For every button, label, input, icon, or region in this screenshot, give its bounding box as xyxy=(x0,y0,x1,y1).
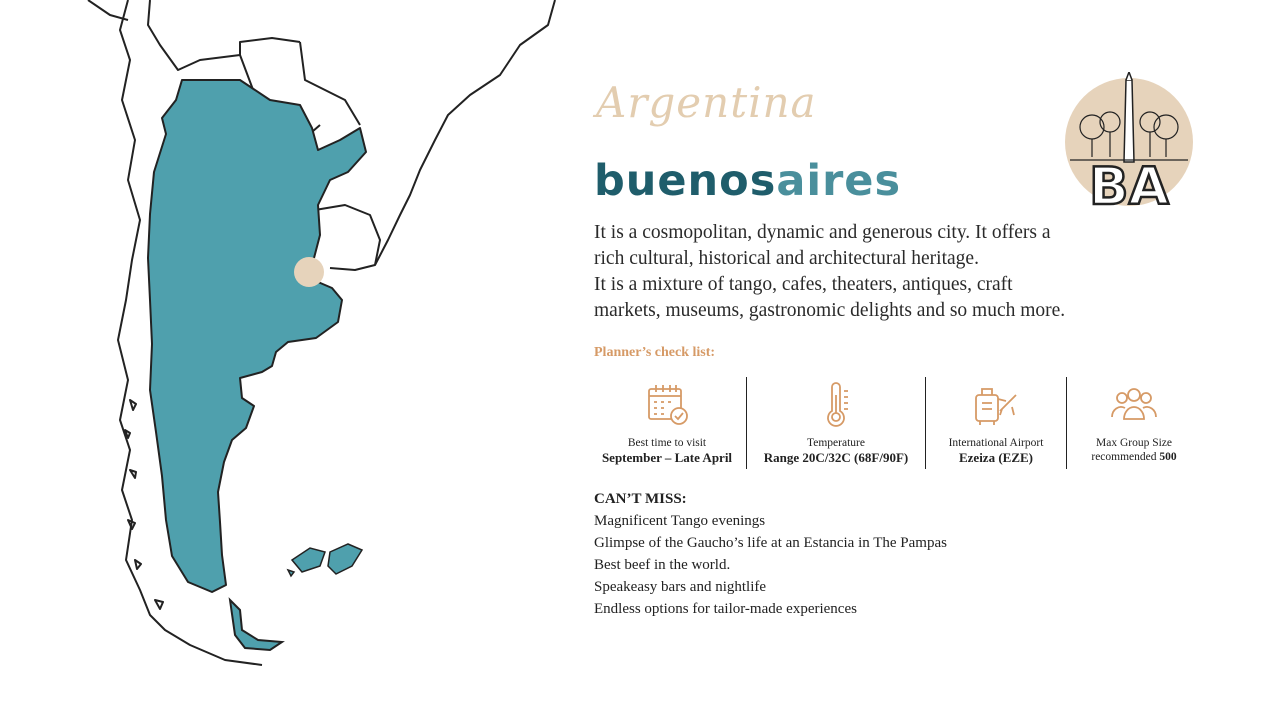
checklist-value: September – Late April xyxy=(601,450,733,465)
group-icon xyxy=(1110,381,1158,429)
description-line: markets, museums, gastronomic delights and so much more. xyxy=(594,300,1066,321)
cant-miss-item: Magnificent Tango evenings xyxy=(594,513,766,529)
airport-icon xyxy=(972,381,1020,429)
cant-miss-title: CAN’T MISS: xyxy=(594,491,687,507)
checklist-label: International Airport xyxy=(948,437,1044,449)
checklist-title: Planner’s check list: xyxy=(594,345,716,360)
logo-text: BA xyxy=(1089,157,1169,212)
checklist-item-temperature xyxy=(746,377,925,469)
thermometer-icon xyxy=(812,381,860,429)
checklist-sub-label: recommended xyxy=(1091,451,1157,463)
checklist-label: Temperature xyxy=(807,437,865,449)
cant-miss-item: Glimpse of the Gaucho’s life at an Estancia in The Pampas xyxy=(594,535,947,551)
checklist-label: Max Group Size xyxy=(1095,437,1172,449)
brazil-coast xyxy=(375,0,555,265)
checklist-value: Range 20C/32C (68F/90F) xyxy=(763,450,909,465)
calendar-icon xyxy=(643,381,691,429)
checklist-item-airport xyxy=(925,377,1066,469)
planner-checklist xyxy=(588,377,1201,469)
description-line: rich cultural, historical and architectural heritage. xyxy=(594,248,979,269)
cant-miss-item: Endless options for tailor-made experiences xyxy=(594,601,857,617)
checklist-sub-value: 500 xyxy=(1159,451,1177,463)
tierra-del-fuego xyxy=(230,600,282,650)
cant-miss-section xyxy=(594,488,947,620)
city-description xyxy=(594,220,1154,324)
falkland-islands xyxy=(288,544,362,576)
description-line: It is a cosmopolitan, dynamic and generous city. It offers a xyxy=(594,222,1051,243)
city-title-part1: buenos xyxy=(594,156,777,206)
checklist-sub xyxy=(1091,451,1176,463)
checklist-label: Best time to visit xyxy=(627,437,707,449)
checklist-item-group-size xyxy=(1066,377,1201,469)
south-america-map xyxy=(0,0,570,720)
cant-miss-item: Speakeasy bars and nightlife xyxy=(594,579,767,595)
buenos-aires-marker xyxy=(294,257,324,287)
checklist-value: Ezeiza (EZE) xyxy=(958,450,1033,465)
country-title: Argentina xyxy=(596,78,817,127)
argentina-shape xyxy=(148,80,366,592)
city-title xyxy=(594,156,901,206)
city-title-part2: aires xyxy=(776,156,902,206)
checklist-item-best-time xyxy=(588,377,746,469)
cant-miss-item: Best beef in the world. xyxy=(594,557,731,573)
buenos-aires-logo xyxy=(1062,72,1196,212)
description-line: It is a mixture of tango, cafes, theaters, antiques, craft xyxy=(594,274,1013,295)
